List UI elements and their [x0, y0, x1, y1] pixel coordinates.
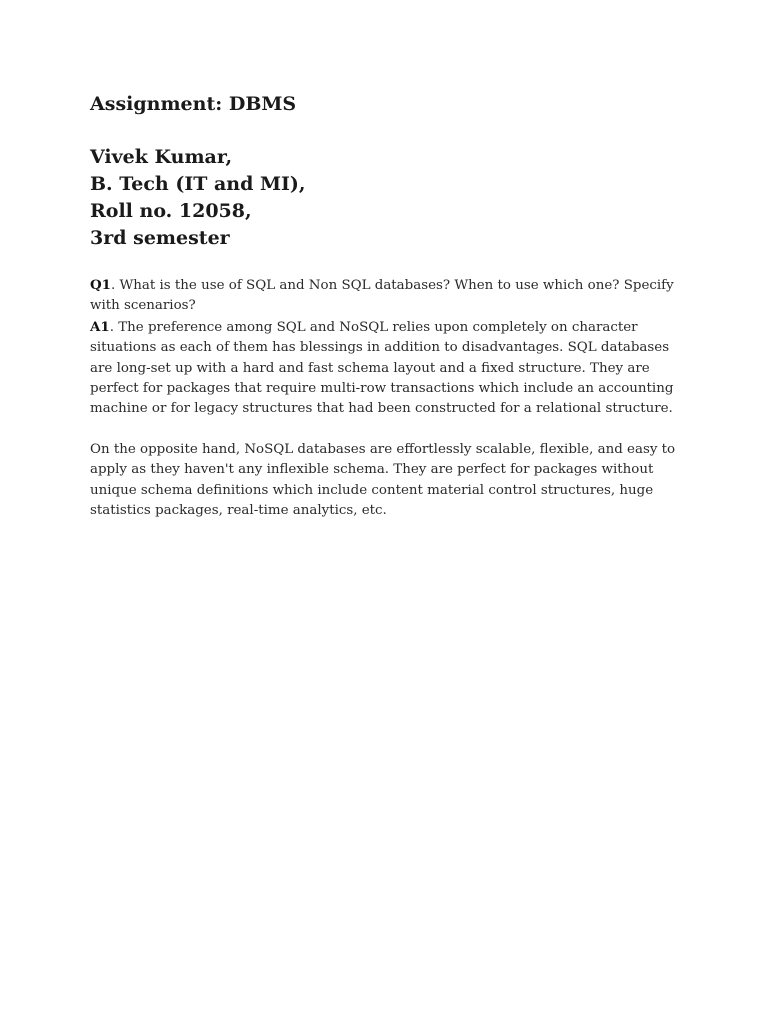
author-semester: 3rd semester: [90, 227, 230, 249]
document-title: Assignment: DBMS: [90, 93, 297, 115]
author-roll: Roll no. 12058,: [90, 200, 252, 222]
answer-text-1: . The preference among SQL and NoSQL relies upon completely on character situations as each of them has blessings in addition to disadvantages. SQL databases are long-set up with a hard and fast schema layout and a fixed structure. They are perfect for packages that require multi-row transactions which include an accounting machine or for legacy structures that had been constructed for a relational structure.: [90, 319, 674, 417]
question-text: . What is the use of SQL and Non SQL databases? When to use which one? Specify with scenarios?: [90, 278, 674, 314]
answer-paragraph-2: On the opposite hand, NoSQL databases are effortlessly scalable, flexible, and easy to apply as they haven't any inflexible schema. They are perfect for packages without unique schema definitions which include content material control structures, huge statistics packages, real-time analytics, etc.: [90, 441, 676, 519]
author-name: Vivek Kumar,: [90, 146, 233, 168]
answer-label: A1: [90, 318, 110, 335]
document-page: [90, 90, 690, 521]
question-paragraph: [90, 275, 690, 317]
paragraph-spacer: [90, 420, 690, 440]
answer-paragraph-1: [90, 317, 690, 420]
author-program: B. Tech (IT and MI),: [90, 173, 306, 195]
question-label: Q1: [90, 277, 111, 293]
author-info: [90, 144, 690, 252]
